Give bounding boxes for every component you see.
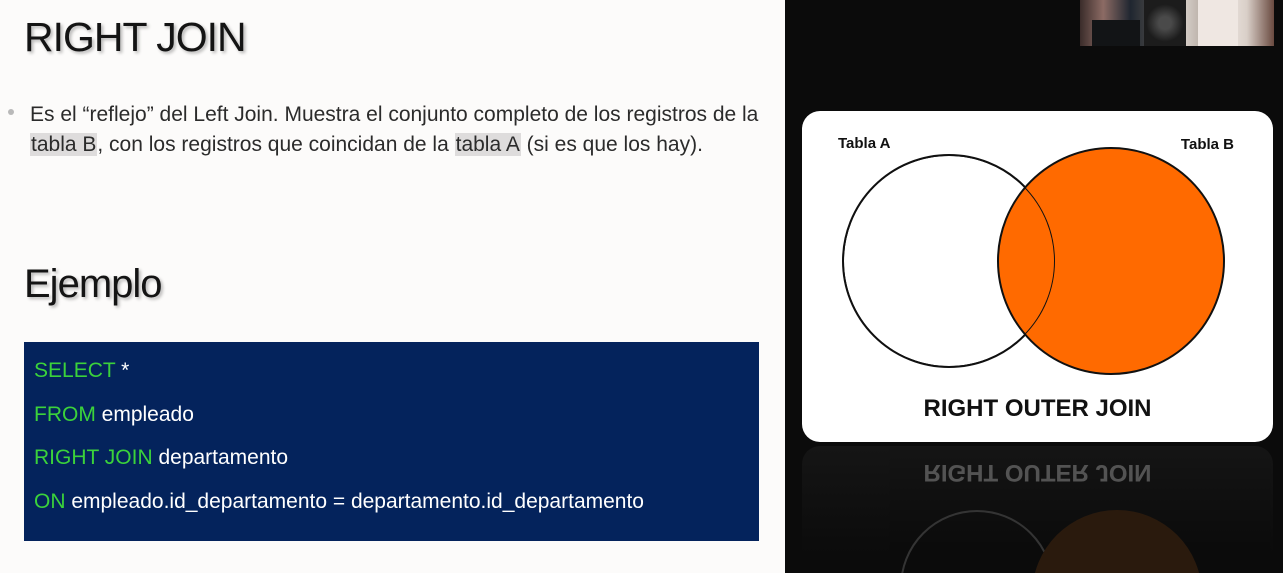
code-line-select (34, 349, 749, 393)
code-rest-select: * (115, 359, 130, 382)
label-tabla-a: Tabla A (838, 135, 891, 152)
code-rest-on: empleado.id_departamento = departamento.id_departamento (65, 490, 644, 514)
code-rest-from: empleado (95, 402, 194, 426)
keyword-on: ON (34, 490, 66, 514)
bullet-text-part2: , con los registros que coincidan de la (97, 132, 455, 156)
webcam-person-face (1198, 0, 1238, 46)
code-line-on (34, 480, 749, 524)
bullet-text (30, 100, 773, 159)
reflection-circle-a (900, 510, 1054, 573)
code-line-from (34, 393, 749, 437)
keyword-from: FROM (34, 402, 96, 426)
keyword-select: SELECT (34, 359, 116, 382)
sql-code-block (24, 342, 759, 541)
highlight-tabla-a: tabla A (455, 132, 520, 156)
bullet-dot (8, 109, 14, 115)
label-tabla-b: Tabla B (1180, 136, 1234, 153)
keyword-right-join: RIGHT JOIN (34, 446, 153, 470)
venn-circle-b (998, 148, 1224, 374)
bullet-text-part1: Es el “reflejo” del Left Join. Muestra el conjunto completo de los registros de la (30, 103, 759, 126)
reflection-circle-b (1032, 510, 1202, 573)
bullet-text-part3: (si es que los hay). (520, 132, 703, 156)
reflection-caption: RIGHT OUTER JOIN (923, 459, 1152, 486)
venn-reflection (802, 446, 1273, 573)
webcam-keyboard (1092, 20, 1140, 46)
venn-diagram-card (802, 111, 1273, 442)
webcam-thumbnail[interactable] (1080, 0, 1274, 46)
highlight-tabla-b: tabla B (31, 132, 97, 156)
venn-caption: RIGHT OUTER JOIN (923, 395, 1152, 422)
venn-diagram (802, 111, 1273, 442)
bullet-item (8, 100, 773, 159)
example-heading: Ejemplo (24, 262, 162, 306)
code-line-right-join (34, 436, 749, 480)
slide-title: RIGHT JOIN (24, 14, 246, 60)
code-rest-right-join: departamento (152, 446, 289, 470)
webcam-person-hair (1144, 0, 1186, 46)
